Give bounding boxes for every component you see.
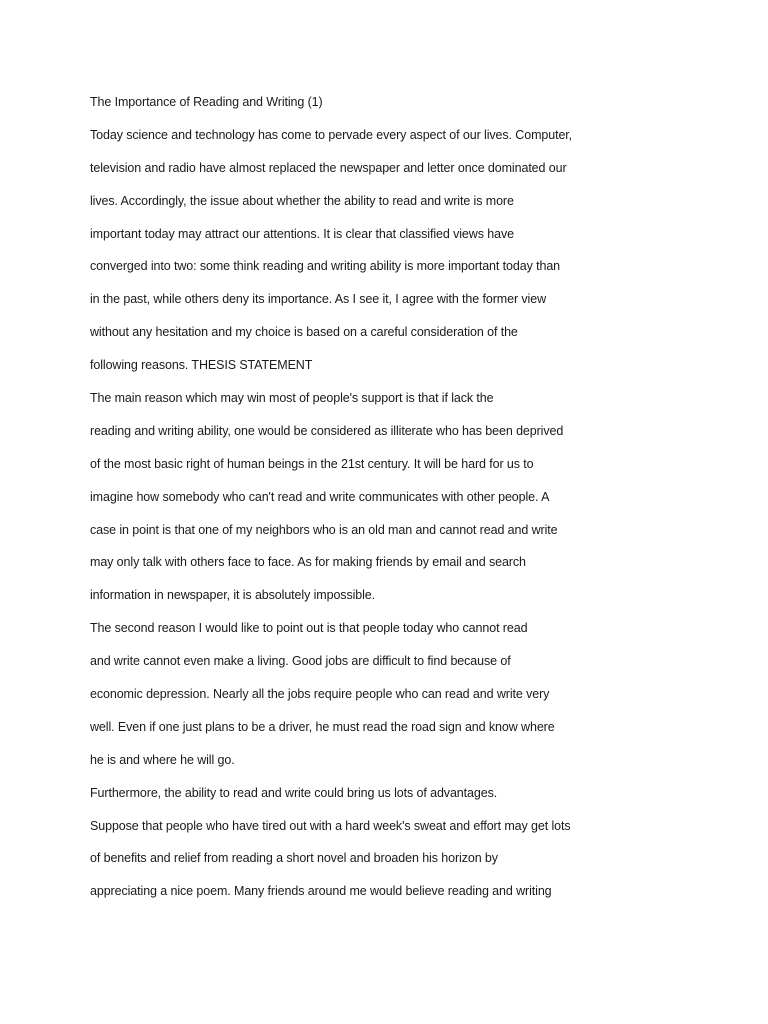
text-line: information in newspaper, it is absolutely impossible.: [90, 588, 376, 603]
text-line: reading and writing ability, one would be considered as illiterate who has been deprived: [90, 423, 564, 438]
text-line: of the most basic right of human beings in the 21st century. It will be hard for us to: [90, 456, 534, 471]
text-line: television and radio have almost replaced the newspaper and letter once dominated our: [90, 160, 567, 175]
text-line: in the past, while others deny its importance. As I see it, I agree with the former view: [90, 292, 547, 307]
document-title: The Importance of Reading and Writing (1): [90, 95, 323, 109]
text-line: appreciating a nice poem. Many friends around me would believe reading and writing: [90, 884, 552, 899]
text-line: lives. Accordingly, the issue about whether the ability to read and write is more: [90, 193, 514, 208]
text-line: converged into two: some think reading and writing ability is more important today than: [90, 259, 561, 274]
text-line: he is and where he will go.: [90, 752, 235, 767]
text-line: case in point is that one of my neighbors who is an old man and cannot read and write: [90, 522, 558, 537]
text-line: Furthermore, the ability to read and write could bring us lots of advantages.: [90, 785, 498, 800]
text-line: and write cannot even make a living. Good jobs are difficult to find because of: [90, 654, 511, 669]
text-line: well. Even if one just plans to be a driver, he must read the road sign and know where: [90, 719, 555, 734]
text-line: The second reason I would like to point out is that people today who cannot read: [90, 621, 528, 636]
text-line: without any hesitation and my choice is based on a careful consideration of the: [90, 325, 518, 340]
text-line: Suppose that people who have tired out with a hard week's sweat and effort may get lots: [90, 818, 571, 833]
text-line: important today may attract our attentions. It is clear that classified views have: [90, 226, 514, 241]
text-line: may only talk with others face to face. As for making friends by email and search: [90, 555, 526, 570]
text-line: of benefits and relief from reading a short novel and broaden his horizon by: [90, 851, 498, 866]
text-line: imagine how somebody who can't read and write communicates with other people. A: [90, 489, 550, 504]
document-body: [90, 86, 730, 908]
text-line: following reasons. THESIS STATEMENT: [90, 358, 313, 373]
text-line: Today science and technology has come to pervade every aspect of our lives. Computer,: [90, 127, 573, 142]
text-line: economic depression. Nearly all the jobs require people who can read and write very: [90, 687, 550, 702]
text-line: The main reason which may win most of people's support is that if lack the: [90, 391, 494, 406]
